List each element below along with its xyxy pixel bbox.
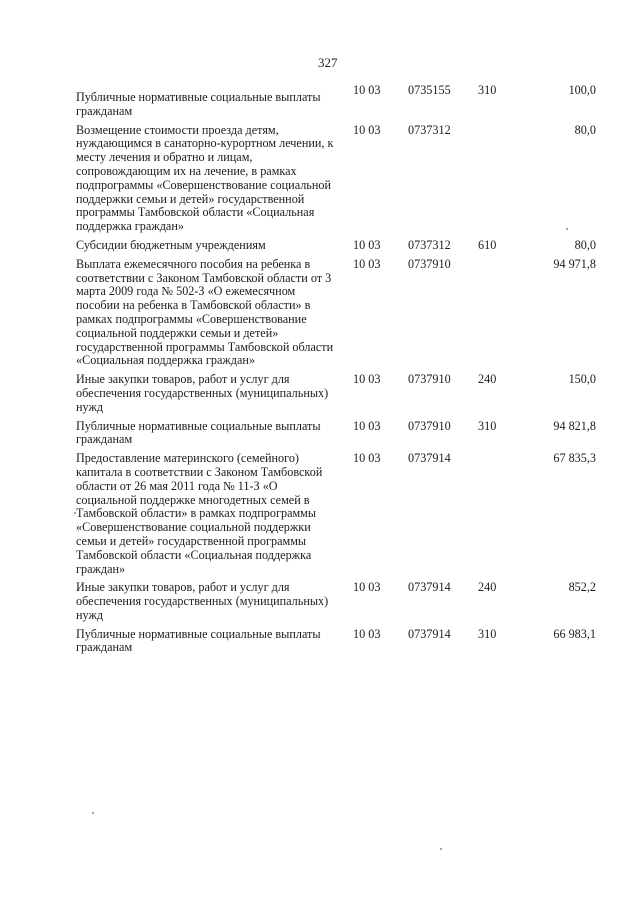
row-amount: 80,0 xyxy=(574,122,596,137)
row-section-code: 10 03 xyxy=(353,372,381,387)
row-description: Публичные нормативные социальные выплаты гражданам xyxy=(76,90,321,118)
row-target-code: 0737312 xyxy=(408,122,451,137)
table-row xyxy=(76,373,596,414)
row-amount: 94 971,8 xyxy=(553,256,596,271)
row-description: Предоставление материнского (семейного) капитала в соответствии с Законом Тамбовской области от 26 мая 2011 года № 11-З «О социальной поддержке многодетных семей в Тамбовской области» в рамках подпрограммы «Совершенствование социальной поддержки семьи и детей» государственной программы Тамбовской области «Социальная поддержка граждан» xyxy=(76,451,323,576)
table-row xyxy=(76,628,596,656)
row-description: Возмещение стоимости проезда детям, нуждающимся в санаторно-курортном лечении, к месту лечения и обратно и лицам, сопровождающим их на лечение, в рамках подпрограммы «Совершенствование социальной поддержки семьи и детей» государственной программы Тамбовской области «Социальная поддержка граждан» xyxy=(76,122,334,234)
row-amount: 80,0 xyxy=(574,237,596,252)
page-number: 327 xyxy=(318,55,338,70)
table-row xyxy=(76,420,596,448)
scan-speck xyxy=(92,812,94,814)
row-amount: 150,0 xyxy=(568,372,596,387)
row-expense-type: 240 xyxy=(478,580,497,595)
row-amount: 66 983,1 xyxy=(553,626,596,641)
row-section-code: 10 03 xyxy=(353,418,381,433)
row-description: Иные закупки товаров, работ и услуг для обеспечения государственных (муниципальных) нужд xyxy=(76,372,329,414)
row-amount: 94 821,8 xyxy=(553,418,596,433)
row-target-code: 0737312 xyxy=(408,237,451,252)
row-expense-type: 310 xyxy=(478,626,497,641)
row-amount: 852,2 xyxy=(568,580,596,595)
row-description: Выплата ежемесячного пособия на ребенка в соответствии с Законом Тамбовской области от 3 марта 2009 года № 502-З «О ежемесячном пособии на ребенка в Тамбовской области» в рамках подпрограммы «Совершенствование социальной поддержки семьи и детей» государственной программы Тамбовской области «Социальная поддержка граждан» xyxy=(76,256,334,368)
scan-speck xyxy=(74,512,76,514)
scan-speck xyxy=(440,848,442,850)
row-target-code: 0735155 xyxy=(408,83,451,97)
row-target-code: 0737914 xyxy=(408,580,451,595)
row-section-code: 10 03 xyxy=(353,122,381,137)
row-expense-type: 610 xyxy=(478,237,497,252)
row-expense-type: 310 xyxy=(478,83,497,97)
table-row xyxy=(76,239,596,253)
table-row xyxy=(76,124,596,234)
row-amount: 67 835,3 xyxy=(553,451,596,466)
row-expense-type: 240 xyxy=(478,372,497,387)
row-description: Субсидии бюджетным учреждениям xyxy=(76,237,266,252)
row-target-code: 0737914 xyxy=(408,451,451,466)
row-section-code: 10 03 xyxy=(353,451,381,466)
scan-speck xyxy=(566,228,568,230)
row-amount: 100,0 xyxy=(568,83,596,97)
row-section-code: 10 03 xyxy=(353,626,381,641)
row-target-code: 0737910 xyxy=(408,418,451,433)
row-section-code: 10 03 xyxy=(353,580,381,595)
row-section-code: 10 03 xyxy=(353,83,381,97)
table-row xyxy=(76,452,596,576)
row-target-code: 0737910 xyxy=(408,372,451,387)
row-target-code: 0737910 xyxy=(408,256,451,271)
row-expense-type: 310 xyxy=(478,418,497,433)
row-target-code: 0737914 xyxy=(408,626,451,641)
row-section-code: 10 03 xyxy=(353,256,381,271)
row-description: Иные закупки товаров, работ и услуг для обеспечения государственных (муниципальных) нужд xyxy=(76,580,329,622)
table-row xyxy=(76,581,596,622)
row-description: Публичные нормативные социальные выплаты гражданам xyxy=(76,418,321,447)
row-description: Публичные нормативные социальные выплаты гражданам xyxy=(76,626,321,655)
table-row xyxy=(76,258,596,368)
table-row xyxy=(76,84,596,119)
row-section-code: 10 03 xyxy=(353,237,381,252)
budget-table xyxy=(76,84,596,660)
